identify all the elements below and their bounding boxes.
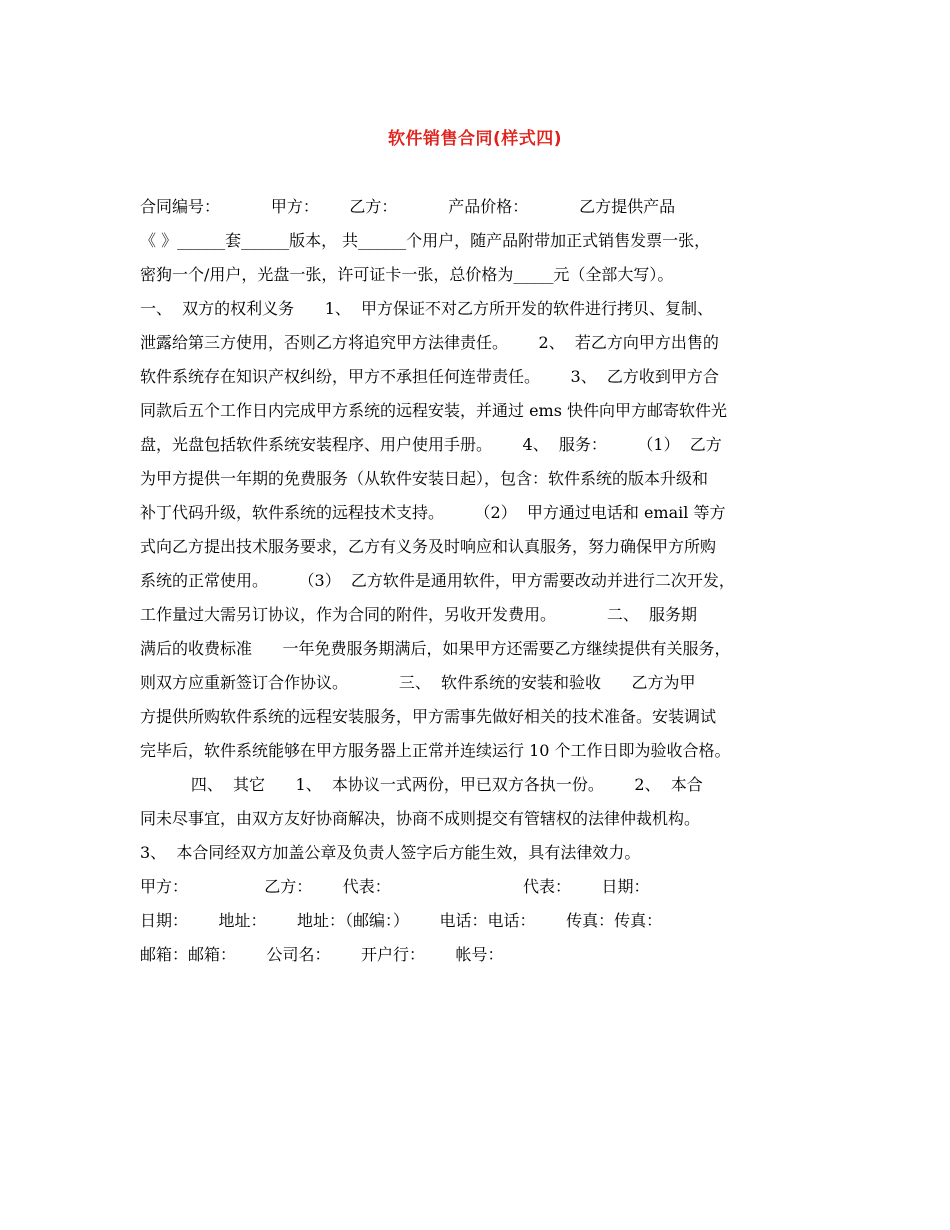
contract-line: 式向乙方提出技术服务要求，乙方有义务及时响应和认真服务，努力确保甲方所购	[140, 537, 717, 556]
contract-line: 合同编号： 甲方： 乙方： 产品价格： 乙方提供产品	[140, 197, 676, 216]
contract-line: 同款后五个工作日内完成甲方系统的远程安装，并通过 ems 快件向甲方邮寄软件光	[140, 401, 728, 420]
contract-body	[140, 190, 830, 972]
contract-line: 系统的正常使用。 （3） 乙方软件是通用软件，甲方需要改动并进行二次开发，	[140, 571, 735, 590]
contract-line: 同未尽事宜，由双方友好协商解决，协商不成则提交有管辖权的法律仲裁机构。	[140, 809, 701, 828]
signature-line: 邮箱：邮箱： 公司名： 开户行： 帐号：	[140, 945, 504, 964]
contract-line: 则双方应重新签订合作协议。 三、 软件系统的安装和验收 乙方为甲	[140, 673, 696, 692]
contract-line: 《 》______套______版本， 共______个用户，随产品附带加正式销售发票一张，	[140, 231, 711, 250]
signature-line: 日期： 地址： 地址：（邮编：） 电话：电话： 传真：传真：	[140, 911, 663, 930]
contract-line: 泄露给第三方使用，否则乙方将追究甲方法律责任。 2、 若乙方向甲方出售的	[140, 333, 719, 352]
signature-line: 甲方： 乙方： 代表： 代表： 日期：	[140, 877, 650, 896]
contract-line: 方提供所购软件系统的远程安装服务，甲方需事先做好相关的技术准备。安装调试	[140, 707, 717, 726]
document-title: 软件销售合同(样式四)	[387, 129, 563, 149]
contract-line: 四、 其它 1、 本协议一式两份，甲已双方各执一份。 2、 本合	[140, 775, 703, 794]
contract-line: 为甲方提供一年期的免费服务（从软件安装日起），包含：软件系统的版本升级和	[140, 469, 709, 488]
contract-line: 工作量过大需另订协议，作为合同的附件，另收开发费用。 二、 服务期	[140, 605, 698, 624]
contract-line: 软件系统存在知识产权纠纷，甲方不承担任何连带责任。 3、 乙方收到甲方合	[140, 367, 719, 386]
contract-line: 补丁代码升级，软件系统的远程技术支持。 （2） 甲方通过电话和 email 等方	[140, 503, 726, 522]
contract-line: 完毕后，软件系统能够在甲方服务器上正常并连续运行 10 个工作日即为验收合格。	[140, 741, 731, 760]
contract-line: 3、 本合同经双方加盖公章及负责人签字后方能生效，具有法律效力。	[140, 843, 641, 862]
contract-line: 盘，光盘包括软件系统安装程序、用户使用手册。 4、 服务： （1） 乙方	[140, 435, 722, 454]
contract-line: 密狗一个/用户，光盘一张，许可证卡一张，总价格为_____元（全部大写）。	[140, 265, 674, 284]
contract-line: 一、 双方的权利义务 1、 甲方保证不对乙方所开发的软件进行拷贝、复制、	[140, 299, 714, 318]
contract-line: 满后的收费标准 一年免费服务期满后，如果甲方还需要乙方继续提供有关服务，	[140, 639, 731, 658]
